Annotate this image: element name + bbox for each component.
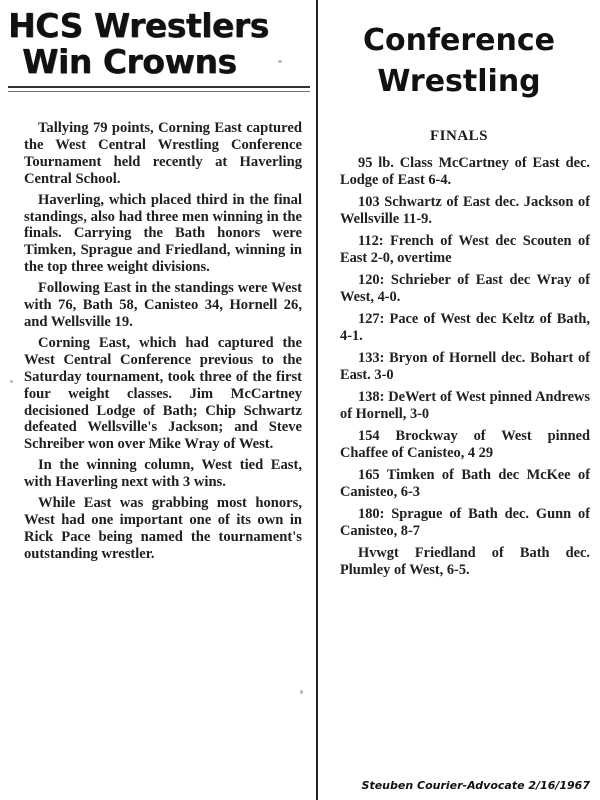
- left-headline: [0, 0, 316, 80]
- headline-line-2: Win Crowns: [22, 42, 237, 81]
- result-item: 133: Bryon of Hornell dec. Bohart of East. 3-0: [340, 350, 590, 384]
- result-item: 112: French of West dec Scouten of East 2-0, overtime: [340, 233, 590, 267]
- finals-results-list: [340, 155, 590, 584]
- print-speck: [14, 30, 17, 33]
- article-paragraph: While East was grabbing most honors, West had one important one of its own in Rick Pace being named the tournament's outstanding wrestler.: [24, 495, 302, 562]
- article-paragraph: Tallying 79 points, Corning East captured the West Central Wrestling Conference Tournament held recently at Haverling Central School.: [24, 120, 302, 187]
- result-item: 103 Schwartz of East dec. Jackson of Wellsville 11-9.: [340, 194, 590, 228]
- finals-heading: FINALS: [429, 128, 488, 144]
- right-results-column: [318, 0, 600, 800]
- headline-rule: [8, 86, 310, 92]
- result-item: 120: Schrieber of East dec Wray of West, 4-0.: [340, 272, 590, 306]
- result-item: 154 Brockway of West pinned Chaffee of Canisteo, 4 29: [340, 428, 590, 462]
- print-speck: [278, 60, 282, 63]
- article-paragraph: Corning East, which had captured the West Central Conference previous to the Saturday tournament, took three of the first four weight classes. Jim McCartney decisioned Lodge of Bath; Chip Schwartz defeated Wellsville's Jackson; and Steve Schreiber won over Mike Wray of West.: [24, 334, 302, 453]
- right-headline: [318, 0, 600, 102]
- result-item: 165 Timken of Bath dec McKee of Canisteo, 6-3: [340, 467, 590, 501]
- result-item: Hvwgt Friedland of Bath dec. Plumley of West, 6-5.: [340, 545, 590, 579]
- article-paragraph: Haverling, which placed third in the final standings, also had three men winning in the finals. Carrying the Bath honors were Timken, Sprague and Friedland, winning in the top three weight divisions.: [24, 191, 302, 276]
- result-item: 180: Sprague of Bath dec. Gunn of Canisteo, 8-7: [340, 506, 590, 540]
- headline-line-1: HCS Wrestlers: [8, 6, 269, 45]
- print-speck: [10, 380, 13, 383]
- article-paragraph: Following East in the standings were West with 76, Bath 58, Canisteo 34, Hornell 26, and Wellsville 19.: [24, 280, 302, 330]
- result-item: 95 lb. Class McCartney of East dec. Lodge of East 6-4.: [340, 155, 590, 189]
- article-paragraph: In the winning column, West tied East, with Haverling next with 3 wins.: [24, 457, 302, 491]
- result-item: 127: Pace of West dec Keltz of Bath, 4-1.: [340, 311, 590, 345]
- right-headline-line-2: Wrestling: [377, 64, 541, 99]
- print-speck: [300, 690, 303, 694]
- result-item: 138: DeWert of West pinned Andrews of Hornell, 3-0: [340, 389, 590, 423]
- source-caption: Steuben Courier-Advocate 2/16/1967: [361, 779, 590, 792]
- right-headline-line-1: Conference: [362, 23, 555, 58]
- article-body: [24, 120, 302, 567]
